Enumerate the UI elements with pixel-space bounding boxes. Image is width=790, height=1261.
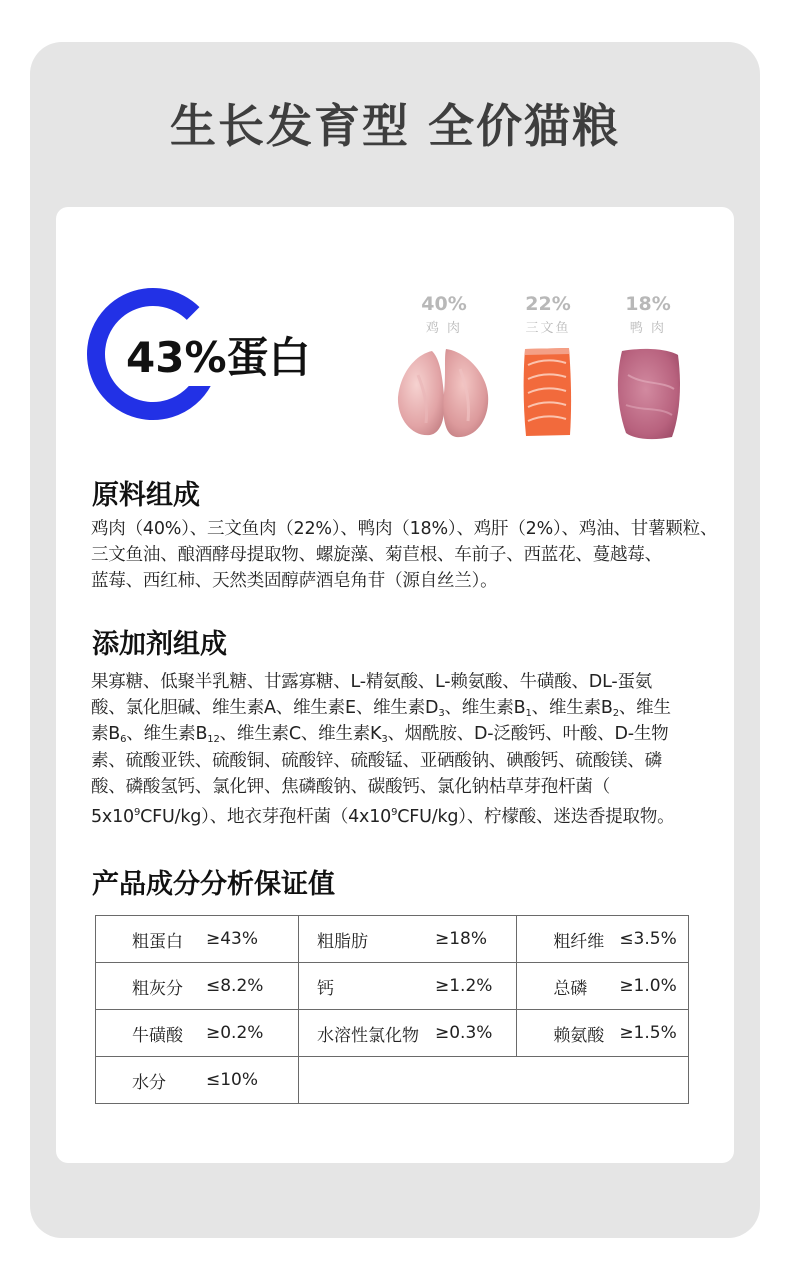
text-fragment: 、维生 — [618, 698, 671, 719]
raw-materials-heading: 原料组成 — [92, 480, 200, 511]
nutrient-value: ≥18% — [435, 929, 488, 949]
text-fragment: 素B — [91, 724, 121, 745]
table-row — [96, 1010, 689, 1057]
ingredient-percent: 40% — [421, 293, 467, 315]
nutrient-value: ≥0.2% — [206, 1023, 264, 1043]
text-line: 果寡糖、低聚半乳糖、甘露寡糖、L-精氨酸、L-赖氨酸、牛磺酸、DL-蛋氨 — [91, 672, 653, 692]
text-line — [91, 721, 701, 747]
nutrient-value: ≥1.5% — [619, 1023, 677, 1043]
page-title: 生长发育型 全价猫粮 — [169, 99, 620, 153]
text-fragment: 12 — [207, 734, 220, 746]
ingredient-name: 鸭 肉 — [629, 321, 667, 336]
text-fragment: 、维生素B — [444, 698, 526, 719]
text-fragment: 、烟酰胺、D-泛酸钙、叶酸、D-生物 — [387, 724, 669, 745]
text-line: 三文鱼油、酿酒酵母提取物、螺旋藻、菊苣根、车前子、西蓝花、蔓越莓、 — [91, 545, 662, 566]
nutrient-value: ≥43% — [206, 929, 259, 949]
nutrient-value: ≥0.3% — [435, 1023, 493, 1043]
nutrient-name: 钙 — [317, 978, 334, 999]
additives-heading: 添加剂组成 — [92, 629, 227, 660]
ingredient-name: 三文鱼 — [525, 321, 571, 336]
nutrient-name: 赖氨酸 — [553, 1025, 605, 1046]
text-fragment: 酸、氯化胆碱、维生素A、维生素E、维生素D — [91, 698, 439, 719]
text-line: 素、硫酸亚铁、硫酸铜、硫酸锌、硫酸锰、亚硒酸钠、碘酸钙、硫酸镁、磷 — [91, 750, 662, 771]
nutrient-name: 牛磺酸 — [132, 1025, 183, 1046]
salmon-meat-image — [520, 345, 574, 439]
nutrient-name: 粗灰分 — [132, 978, 183, 999]
protein-label: 43%蛋白 — [126, 330, 315, 386]
text-fragment: 9 — [391, 807, 398, 819]
text-line: 鸡肉（40%）、三文鱼肉（22%）、鸭肉（18%）、鸡肝（2%）、鸡油、甘薯颗粒、 — [91, 519, 718, 539]
nutrient-name: 总磷 — [553, 978, 588, 999]
raw-materials-text — [91, 516, 718, 595]
text-fragment: 、维生素C、维生素K — [219, 724, 382, 745]
nutrient-name: 粗脂肪 — [317, 931, 368, 952]
text-fragment: 5x10 — [91, 806, 134, 827]
text-fragment: CFU/kg）、地衣芽孢杆菌（4x10 — [140, 806, 392, 827]
table-row — [96, 1057, 689, 1104]
text-fragment: 9 — [133, 807, 141, 819]
text-line: 蓝莓、西红柿、天然类固醇萨酒皂角苷（源自丝兰）。 — [91, 571, 498, 592]
text-line — [91, 695, 701, 721]
nutrient-value: ≥1.0% — [619, 976, 677, 996]
nutrient-name: 水分 — [132, 1072, 166, 1093]
chicken-meat-image — [394, 345, 496, 445]
nutrient-value: ≤3.5% — [619, 929, 677, 949]
text-fragment: 3 — [438, 708, 445, 720]
ingredient-name: 鸡 肉 — [425, 321, 463, 336]
ingredient-percent: 22% — [525, 293, 571, 315]
text-line: 酸、磷酸氢钙、氯化钾、焦磷酸钠、碳酸钙、氯化钠枯草芽孢杆菌（ — [91, 776, 610, 797]
text-fragment: 、维生素B — [531, 698, 613, 719]
duck-meat-image — [614, 345, 684, 443]
table-row — [96, 916, 689, 963]
text-fragment: 1 — [525, 708, 532, 720]
text-fragment: 3 — [381, 734, 388, 746]
guarantee-table — [95, 915, 689, 1104]
nutrient-value: ≤8.2% — [206, 976, 264, 996]
nutrient-name: 粗蛋白 — [132, 931, 183, 952]
text-line — [91, 800, 701, 830]
empty-cell — [299, 1057, 689, 1104]
guarantee-heading: 产品成分分析保证值 — [92, 869, 335, 900]
nutrient-name: 水溶性氯化物 — [317, 1025, 419, 1046]
text-fragment: 2 — [612, 708, 619, 720]
text-fragment: 、维生素B — [126, 724, 208, 745]
nutrient-name: 粗纤维 — [553, 931, 605, 952]
additives-text — [91, 669, 701, 830]
nutrient-value: ≤10% — [206, 1070, 259, 1090]
text-fragment: CFU/kg）、柠檬酸、迷迭香提取物。 — [397, 806, 675, 827]
nutrient-value: ≥1.2% — [435, 976, 493, 996]
text-fragment: 6 — [120, 734, 127, 746]
ingredient-percent: 18% — [625, 293, 671, 315]
table-row — [96, 963, 689, 1010]
